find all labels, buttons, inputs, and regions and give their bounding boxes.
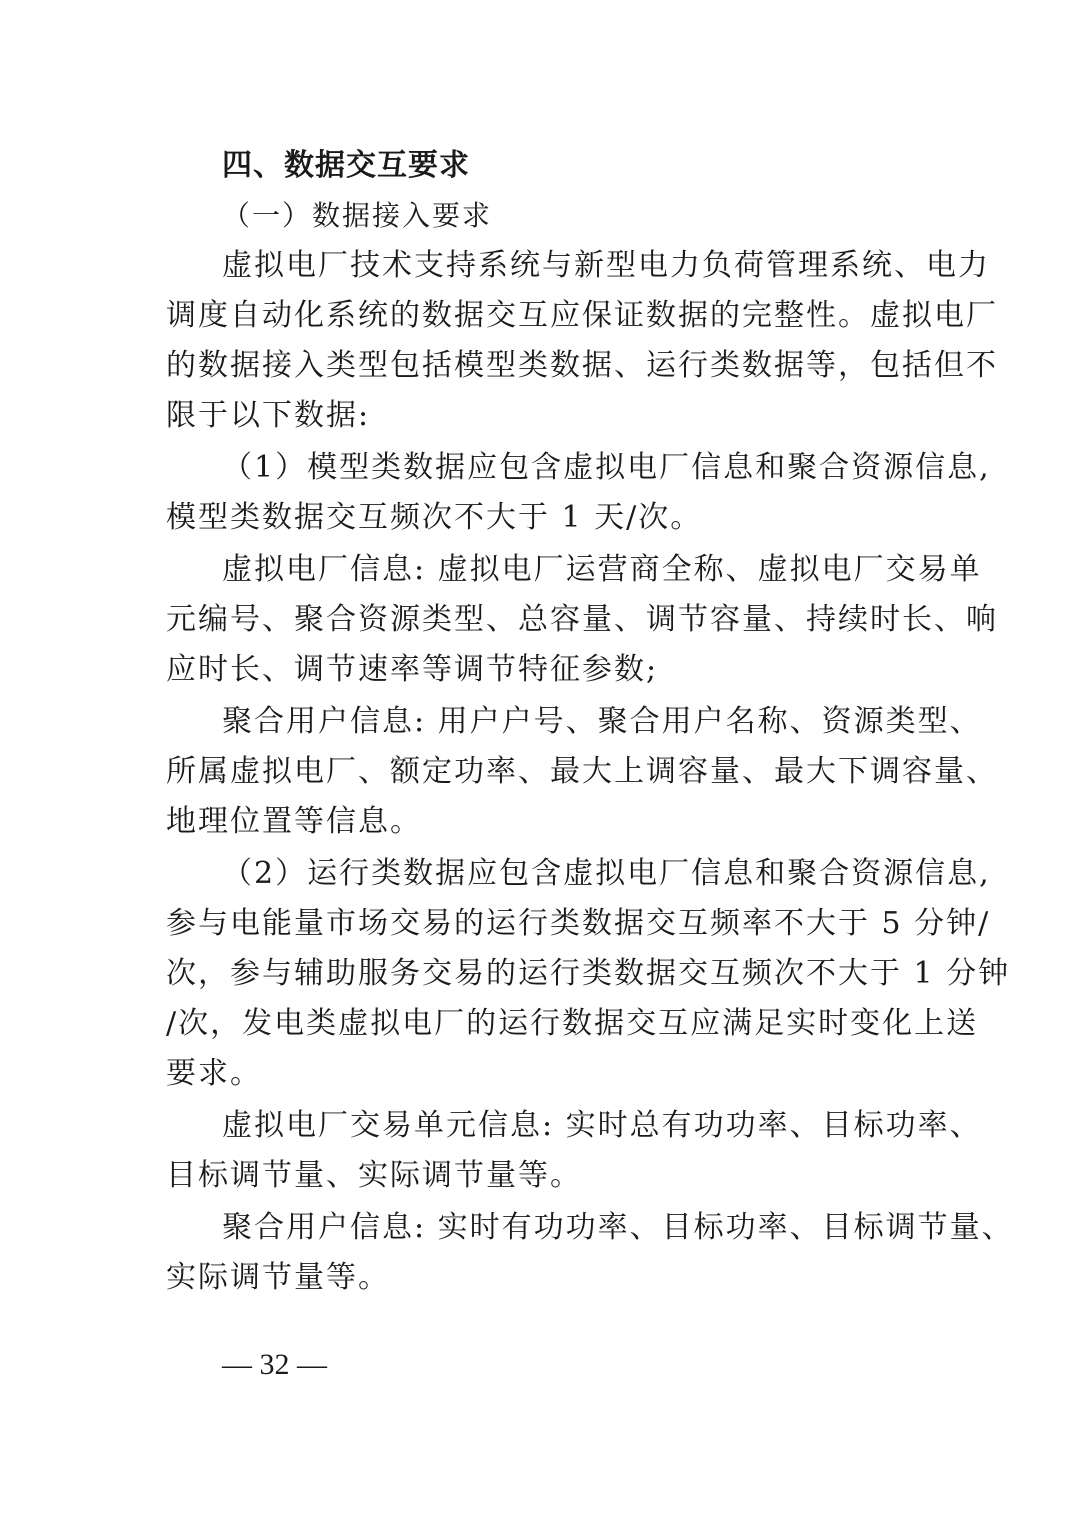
paragraph-line: 所属虚拟电厂、额定功率、最大上调容量、最大下调容量、 [166,754,998,789]
paragraph-line: 聚合用户信息: 用户户号、聚合用户名称、资源类型、 [222,704,982,739]
paragraph-line: 调度自动化系统的数据交互应保证数据的完整性。虚拟电厂 [166,298,998,333]
paragraph-line: /次，发电类虚拟电厂的运行数据交互应满足实时变化上送 [166,1006,979,1041]
paragraph-line: 实际调节量等。 [166,1260,390,1295]
section-heading: 四、数据交互要求 [222,148,470,183]
paragraph-line: 应时长、调节速率等调节特征参数; [166,652,659,687]
paragraph-line: （2）运行类数据应包含虚拟电厂信息和聚合资源信息, [222,856,991,891]
page-number: — 32 — [222,1348,327,1381]
paragraph-line: 元编号、聚合资源类型、总容量、调节容量、持续时长、响 [166,602,998,637]
paragraph-line: 目标调节量、实际调节量等。 [166,1158,582,1193]
paragraph-line: 限于以下数据: [166,398,371,433]
paragraph-line: 模型类数据交互频次不大于 1 天/次。 [166,500,703,535]
subsection-heading: （一）数据接入要求 [222,199,493,232]
paragraph-line: 的数据接入类型包括模型类数据、运行类数据等，包括但不 [166,348,998,383]
paragraph-line: 参与电能量市场交易的运行类数据交互频率不大于 5 分钟/ [166,906,991,941]
paragraph-line: （1）模型类数据应包含虚拟电厂信息和聚合资源信息, [222,450,991,485]
paragraph-line: 虚拟电厂技术支持系统与新型电力负荷管理系统、电力 [222,248,990,283]
paragraph-line: 聚合用户信息: 实时有功功率、目标功率、目标调节量、 [222,1210,1014,1245]
paragraph-line: 虚拟电厂交易单元信息: 实时总有功功率、目标功率、 [222,1108,982,1143]
paragraph-line: 要求。 [166,1056,262,1091]
paragraph-line: 虚拟电厂信息: 虚拟电厂运营商全称、虚拟电厂交易单 [222,552,982,587]
paragraph-line: 次，参与辅助服务交易的运行类数据交互频次不大于 1 分钟 [166,956,1011,991]
paragraph-line: 地理位置等信息。 [166,804,422,839]
